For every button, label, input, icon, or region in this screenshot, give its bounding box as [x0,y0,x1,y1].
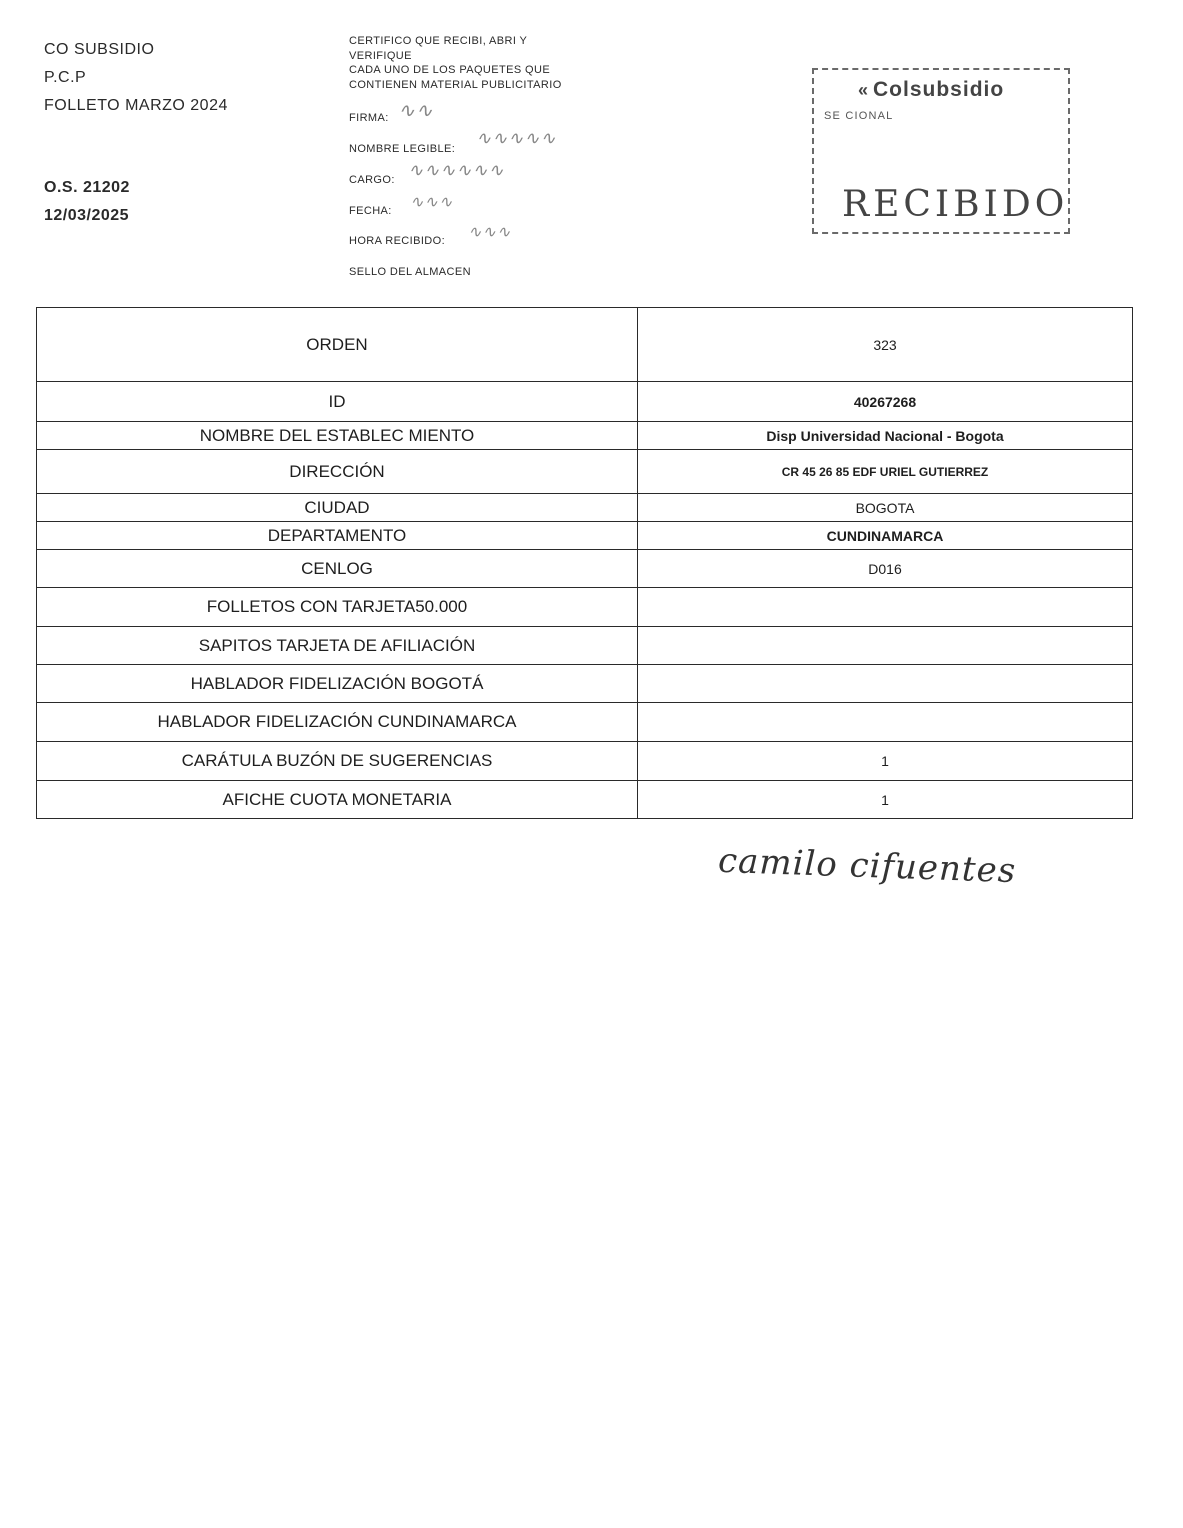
campaign-title: FOLLETO MARZO 2024 [44,97,228,114]
row-value [638,588,1133,627]
hora-label: HORA RECIBIDO: [349,235,446,247]
row-label: CARÁTULA BUZÓN DE SUGERENCIAS [37,742,638,781]
firma-scribble: ∿∿ [398,98,434,122]
table-row [37,703,1133,742]
row-value: 1 [638,742,1133,781]
row-label: DEPARTAMENTO [37,522,638,550]
row-value: 40267268 [638,382,1133,422]
stamp-status: RECIBIDO [842,184,1069,225]
table-row [37,550,1133,588]
service-order: O.S. 21202 [44,179,130,196]
row-label: HABLADOR FIDELIZACIÓN CUNDINAMARCA [37,703,638,742]
row-label: DIRECCIÓN [37,450,638,494]
fecha-label: FECHA: [349,205,392,217]
row-label: HABLADOR FIDELIZACIÓN BOGOTÁ [37,665,638,703]
certificate-line: CERTIFICO QUE RECIBI, ABRI Y [349,35,528,47]
sello-label: SELLO DEL ALMACEN [349,266,471,278]
stamp-brand-text: Colsubsidio [873,78,1005,101]
row-label: NOMBRE DEL ESTABLEC MIENTO [37,422,638,450]
row-label: SAPITOS TARJETA DE AFILIACIÓN [37,627,638,665]
signature: camilo cifuentes [717,840,1017,892]
firma-label: FIRMA: [349,112,389,124]
table-row [37,450,1133,494]
row-value [638,703,1133,742]
table-row [37,522,1133,550]
row-value: 323 [638,308,1133,382]
stamp-brand [858,78,1004,102]
table-row [37,627,1133,665]
company-name: CO SUBSIDIO [44,41,155,58]
cargo-scribble: ∿∿∿∿∿∿ [408,160,505,181]
row-value [638,627,1133,665]
nombre-label: NOMBRE LEGIBLE: [349,143,456,155]
certificate-line: CADA UNO DE LOS PAQUETES QUE [349,64,551,76]
table-row [37,308,1133,382]
row-label: ID [37,382,638,422]
pcp-label: P.C.P [44,69,87,86]
order-table [36,307,1133,819]
header-left [44,36,228,230]
row-value: Disp Universidad Nacional - Bogota [638,422,1133,450]
row-value: BOGOTA [638,494,1133,522]
table-row [37,781,1133,819]
table-row [37,382,1133,422]
row-value: CR 45 26 85 EDF URIEL GUTIERREZ [638,450,1133,494]
stamp-subtitle: SE CIONAL [824,110,894,122]
document-date: 12/03/2025 [44,207,130,224]
row-value: CUNDINAMARCA [638,522,1133,550]
table-row [37,494,1133,522]
row-label: CIUDAD [37,494,638,522]
received-stamp [812,68,1070,234]
cargo-label: CARGO: [349,174,395,186]
certificate-line: CONTIENEN MATERIAL PUBLICITARIO [349,78,562,91]
row-value [638,665,1133,703]
table-row [37,588,1133,627]
hora-scribble: ∿∿∿ [468,222,512,241]
fecha-scribble: ∿∿∿ [410,192,454,211]
nombre-scribble: ∿∿∿∿∿ [476,128,557,149]
table-row [37,422,1133,450]
row-value: 1 [638,781,1133,819]
row-label: FOLLETOS CON TARJETA50.000 [37,588,638,627]
certificate-text [349,34,562,92]
table-row [37,742,1133,781]
row-value: D016 [638,550,1133,588]
row-label: ORDEN [37,308,638,382]
table-row [37,665,1133,703]
certificate-line: VERIFIQUE [349,49,412,62]
brand-arrow-icon: « [858,80,870,100]
row-label: CENLOG [37,550,638,588]
row-label: AFICHE CUOTA MONETARIA [37,781,638,819]
